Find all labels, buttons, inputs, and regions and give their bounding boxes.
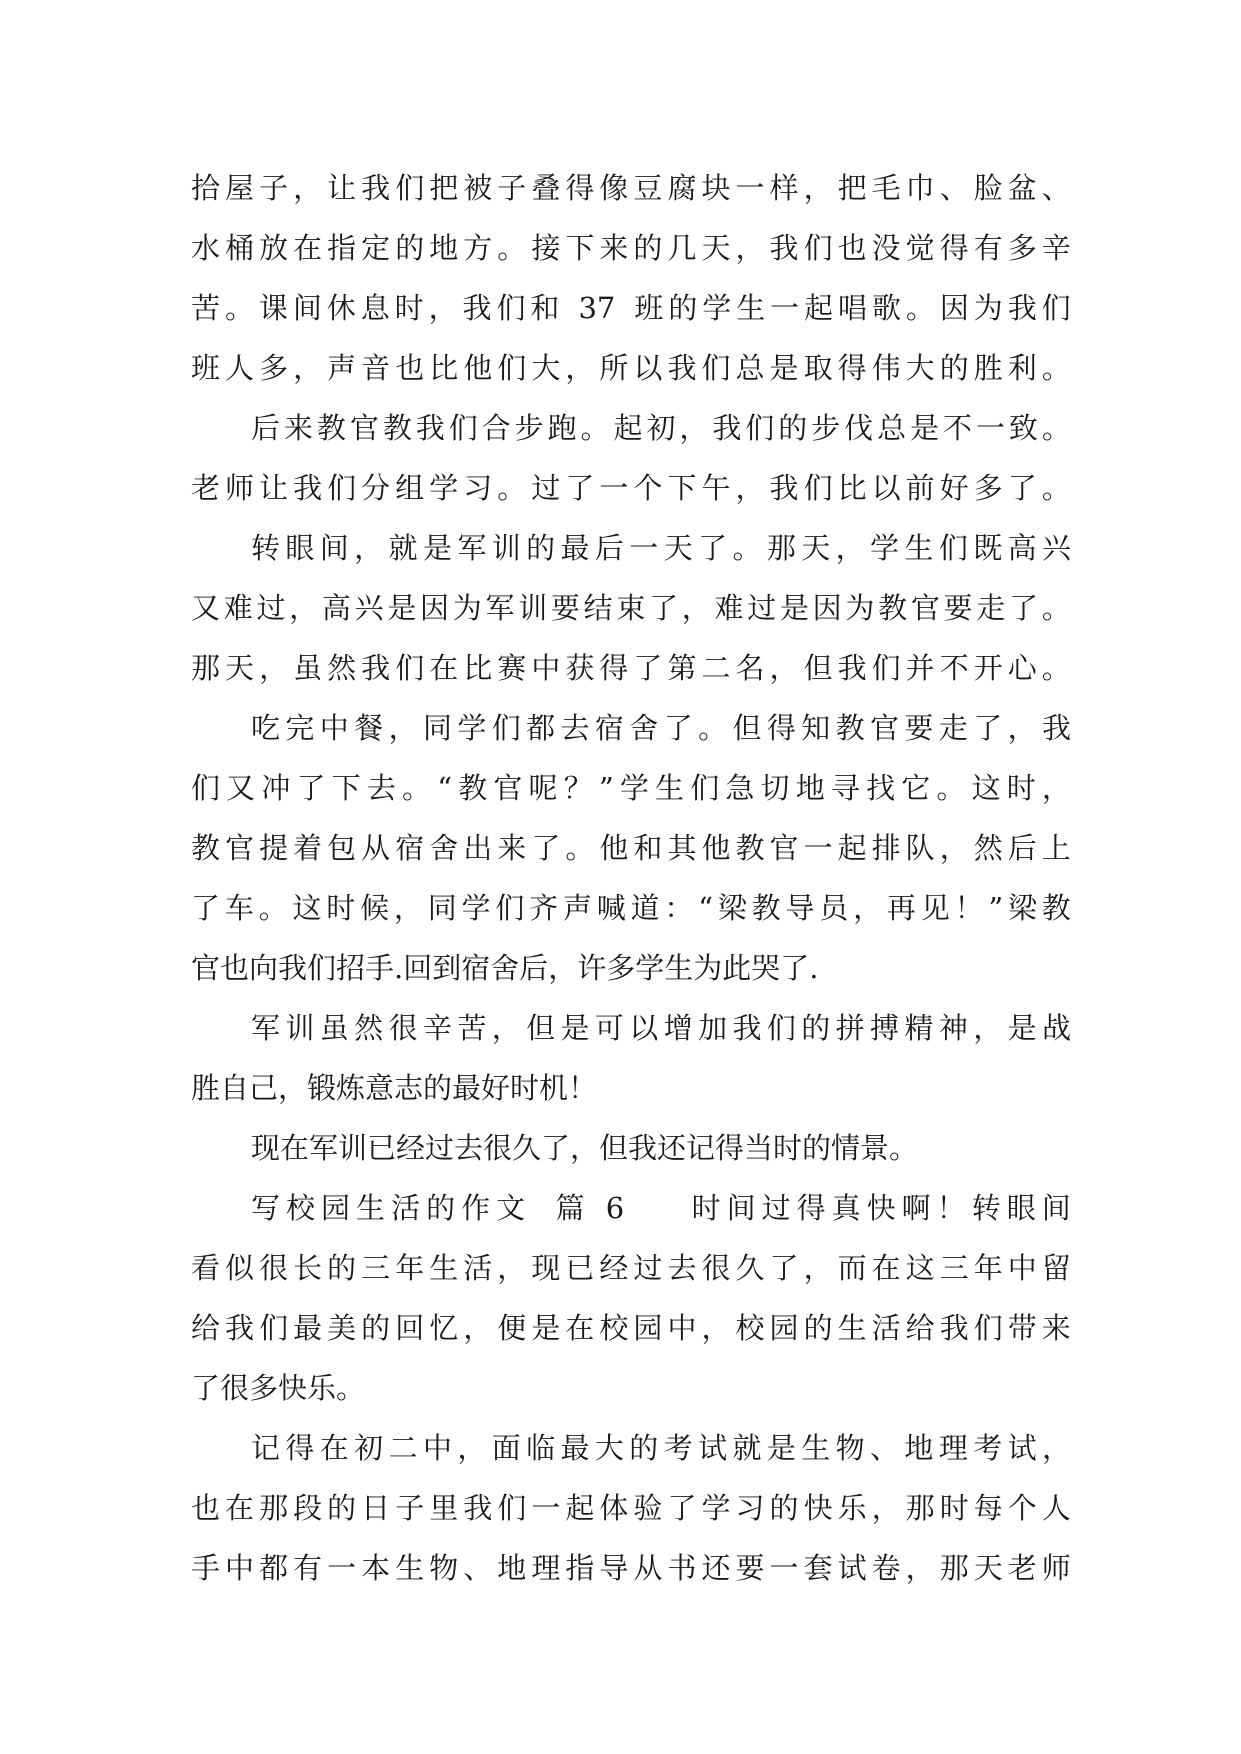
text-line: 胜自己，锻炼意志的最好时机！ [191, 1071, 598, 1105]
text-line: 又 难 过 ， 高 兴 是 因 为 军 训 要 结 束 了 ， 难 过 是 因 为 教 官 要 走 了 。 [191, 591, 1071, 625]
text-line: 拾 屋 子 ， 让 我 们 把 被 子 叠 得 像 豆 腐 块 一 样 ， 把 毛 巾 、 脸 盆 、 [191, 171, 1071, 205]
text-line: 吃 完 中 餐 ， 同 学 们 都 去 宿 舍 了 。 但 得 知 教 官 要 走 了 ， 我 [251, 711, 1071, 745]
text-line: 水 桶 放 在 指 定 的 地 方 。 接 下 来 的 几 天 ， 我 们 也 没 觉 得 有 多 辛 [191, 231, 1071, 265]
text-line: 教 官 提 着 包 从 宿 舍 出 来 了 。 他 和 其 他 教 官 一 起 排 队 ， 然 后 上 [191, 831, 1071, 865]
text-line: 了 车 。 这 时 候 ， 同 学 们 齐 声 喊 道 ： “ 梁 教 导 员 ， 再 见 ！ ” 梁 教 [191, 891, 1071, 925]
body-text [191, 158, 1071, 1598]
text-line: 后 来 教 官 教 我 们 合 步 跑 。 起 初 ， 我 们 的 步 伐 总 是 不 一 致 。 [251, 411, 1071, 445]
text-line: 老 师 让 我 们 分 组 学 习 。 过 了 一 个 下 午 ， 我 们 比 以 前 好 多 了 。 [191, 471, 1071, 505]
text-line: 官也向我们招手.回到宿舍后，许多学生为此哭了. [191, 951, 819, 985]
text-line: 班 人 多 ， 声 音 也 比 他 们 大 ， 所 以 我 们 总 是 取 得 伟 大 的 胜 利 。 [191, 351, 1071, 385]
text-line: 给 我 们 最 美 的 回 忆 ， 便 是 在 校 园 中 ， 校 园 的 生 活 给 我 们 带 来 [191, 1311, 1071, 1345]
text-line: 军 训 虽 然 很 辛 苦 ， 但 是 可 以 增 加 我 们 的 拼 搏 精 神 ， 是 战 [251, 1011, 1071, 1045]
text-line: 转 眼 间 ， 就 是 军 训 的 最 后 一 天 了 。 那 天 ， 学 生 们 既 高 兴 [251, 531, 1071, 565]
text-line: 记 得 在 初 二 中 ， 面 临 最 大 的 考 试 就 是 生 物 、 地 理 考 试 ， [251, 1431, 1071, 1465]
text-line: 那 天 ， 虽 然 我 们 在 比 赛 中 获 得 了 第 二 名 ， 但 我 们 并 不 开 心 。 [191, 651, 1071, 685]
text-line: 现在军训已经过去很久了，但我还记得当时的情景。 [251, 1131, 919, 1165]
text-line: 苦 。 课 间 休 息 时 ， 我 们 和 37 班 的 学 生 一 起 唱 歌 。 因 为 我 们 [191, 291, 1071, 325]
text-line: 写 校 园 生 活 的 作 文 篇 6 时 间 过 得 真 快 啊 ！ 转 眼 间 [251, 1191, 1071, 1225]
text-line: 也 在 那 段 的 日 子 里 我 们 一 起 体 验 了 学 习 的 快 乐 ， 那 时 每 个 人 [191, 1491, 1071, 1525]
text-line: 手 中 都 有 一 本 生 物 、 地 理 指 导 从 书 还 要 一 套 试 卷 ， 那 天 老 师 [191, 1551, 1071, 1585]
text-line: 了很多快乐。 [191, 1371, 366, 1405]
text-line: 们 又 冲 了 下 去 。 “ 教 官 呢 ？ ” 学 生 们 急 切 地 寻 找 它 。 这 时 ， [191, 771, 1071, 805]
text-line: 看 似 很 长 的 三 年 生 活 ， 现 已 经 过 去 很 久 了 ， 而 在 这 三 年 中 留 [191, 1251, 1071, 1285]
